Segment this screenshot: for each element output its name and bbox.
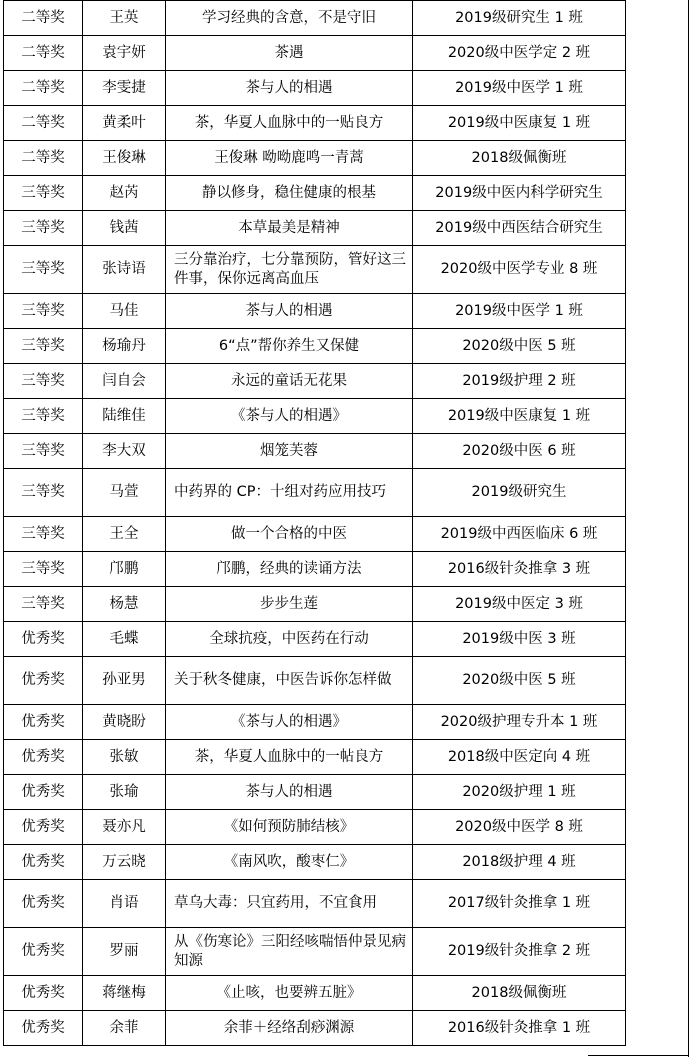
winner-name-cell: 赵芮 xyxy=(83,176,166,211)
award-level-cell: 二等奖 xyxy=(4,106,83,141)
class-cell: 2020级中医 5 班 xyxy=(413,657,626,705)
table-row xyxy=(4,740,626,775)
table-row xyxy=(4,141,626,176)
award-level-cell: 优秀奖 xyxy=(4,976,83,1011)
table-row xyxy=(4,552,626,587)
work-title-cell: 永远的童话无花果 xyxy=(166,364,413,399)
class-cell: 2019级针灸推拿 2 班 xyxy=(413,928,626,976)
award-level-cell: 优秀奖 xyxy=(4,740,83,775)
award-level-cell: 二等奖 xyxy=(4,71,83,106)
work-title-cell: 本草最美是精神 xyxy=(166,211,413,246)
table-row xyxy=(4,1011,626,1046)
award-level-cell: 三等奖 xyxy=(4,587,83,622)
table-row xyxy=(4,845,626,880)
work-title-cell: 静以修身，稳住健康的根基 xyxy=(166,176,413,211)
winner-name-cell: 陆维佳 xyxy=(83,399,166,434)
winner-name-cell: 蒋继梅 xyxy=(83,976,166,1011)
work-title-cell: 烟笼芙蓉 xyxy=(166,434,413,469)
work-title-cell: 三分靠治疗，七分靠预防，管好这三件事，保你远离高血压 xyxy=(166,246,413,294)
work-title-cell: 邝鹏，经典的读诵方法 xyxy=(166,552,413,587)
winner-name-cell: 聂亦凡 xyxy=(83,810,166,845)
table-row xyxy=(4,1,626,36)
class-cell: 2020级中医学专业 8 班 xyxy=(413,246,626,294)
award-level-cell: 优秀奖 xyxy=(4,1011,83,1046)
class-cell: 2019级中医学 1 班 xyxy=(413,294,626,329)
table-row xyxy=(4,587,626,622)
table-row xyxy=(4,246,626,294)
winner-name-cell: 罗丽 xyxy=(83,928,166,976)
table-row xyxy=(4,976,626,1011)
award-level-cell: 优秀奖 xyxy=(4,775,83,810)
class-cell: 2016级针灸推拿 3 班 xyxy=(413,552,626,587)
winner-name-cell: 杨慧 xyxy=(83,587,166,622)
work-title-cell: 茶与人的相遇 xyxy=(166,71,413,106)
award-level-cell: 三等奖 xyxy=(4,517,83,552)
table-row xyxy=(4,434,626,469)
award-level-cell: 三等奖 xyxy=(4,434,83,469)
work-title-cell: 《南风吹，酸枣仁》 xyxy=(166,845,413,880)
class-cell: 2017级针灸推拿 1 班 xyxy=(413,880,626,928)
award-level-cell: 优秀奖 xyxy=(4,622,83,657)
table-row xyxy=(4,657,626,705)
award-level-cell: 三等奖 xyxy=(4,246,83,294)
class-cell: 2019级中医 3 班 xyxy=(413,622,626,657)
table-row xyxy=(4,329,626,364)
class-cell: 2020级护理 1 班 xyxy=(413,775,626,810)
winner-name-cell: 孙亚男 xyxy=(83,657,166,705)
class-cell: 2020级中医 6 班 xyxy=(413,434,626,469)
award-level-cell: 三等奖 xyxy=(4,399,83,434)
table-row xyxy=(4,211,626,246)
class-cell: 2016级针灸推拿 1 班 xyxy=(413,1011,626,1046)
class-cell: 2018级护理 4 班 xyxy=(413,845,626,880)
work-title-cell: 《如何预防肺结核》 xyxy=(166,810,413,845)
winner-name-cell: 李大双 xyxy=(83,434,166,469)
work-title-cell: 步步生莲 xyxy=(166,587,413,622)
work-title-cell: 6“点”帮你养生又保健 xyxy=(166,329,413,364)
table-row xyxy=(4,880,626,928)
class-cell: 2020级中医学 8 班 xyxy=(413,810,626,845)
winner-name-cell: 黄柔叶 xyxy=(83,106,166,141)
class-cell: 2019级中医内科学研究生 xyxy=(413,176,626,211)
award-level-cell: 三等奖 xyxy=(4,329,83,364)
class-cell: 2018级佩衡班 xyxy=(413,141,626,176)
award-level-cell: 优秀奖 xyxy=(4,928,83,976)
winner-name-cell: 李雯捷 xyxy=(83,71,166,106)
winner-name-cell: 王俊琳 xyxy=(83,141,166,176)
class-cell: 2019级中西医结合研究生 xyxy=(413,211,626,246)
work-title-cell: 全球抗疫，中医药在行动 xyxy=(166,622,413,657)
award-level-cell: 优秀奖 xyxy=(4,657,83,705)
outer-right-border xyxy=(688,0,689,1057)
class-cell: 2019级研究生 1 班 xyxy=(413,1,626,36)
work-title-cell: 茶，华夏人血脉中的一贴良方 xyxy=(166,106,413,141)
award-level-cell: 三等奖 xyxy=(4,176,83,211)
work-title-cell: 《茶与人的相遇》 xyxy=(166,705,413,740)
table-row xyxy=(4,928,626,976)
winner-name-cell: 杨瑜丹 xyxy=(83,329,166,364)
award-level-cell: 优秀奖 xyxy=(4,845,83,880)
table-row xyxy=(4,176,626,211)
class-cell: 2020级护理专升本 1 班 xyxy=(413,705,626,740)
work-title-cell: 从《伤寒论》三阳经咳喘悟仲景见病知源 xyxy=(166,928,413,976)
work-title-cell: 《止咳，也要辨五脏》 xyxy=(166,976,413,1011)
work-title-cell: 茶与人的相遇 xyxy=(166,775,413,810)
award-level-cell: 优秀奖 xyxy=(4,705,83,740)
table-row xyxy=(4,294,626,329)
winner-name-cell: 马佳 xyxy=(83,294,166,329)
table-row xyxy=(4,775,626,810)
winner-name-cell: 邝鹏 xyxy=(83,552,166,587)
class-cell: 2019级中医康复 1 班 xyxy=(413,106,626,141)
class-cell: 2019级护理 2 班 xyxy=(413,364,626,399)
table-row xyxy=(4,810,626,845)
award-level-cell: 二等奖 xyxy=(4,1,83,36)
table-row xyxy=(4,106,626,141)
awards-table-body xyxy=(4,1,626,1046)
class-cell: 2019级中西医临床 6 班 xyxy=(413,517,626,552)
table-row xyxy=(4,517,626,552)
class-cell: 2019级中医康复 1 班 xyxy=(413,399,626,434)
winner-name-cell: 万云晓 xyxy=(83,845,166,880)
work-title-cell: 草乌大毒：只宜药用，不宜食用 xyxy=(166,880,413,928)
class-cell: 2018级佩衡班 xyxy=(413,976,626,1011)
winner-name-cell: 张瑜 xyxy=(83,775,166,810)
winner-name-cell: 马萱 xyxy=(83,469,166,517)
class-cell: 2019级中医学 1 班 xyxy=(413,71,626,106)
table-row xyxy=(4,71,626,106)
table-row xyxy=(4,469,626,517)
winner-name-cell: 张诗语 xyxy=(83,246,166,294)
work-title-cell: 余菲＋经络刮痧渊源 xyxy=(166,1011,413,1046)
class-cell: 2019级研究生 xyxy=(413,469,626,517)
winner-name-cell: 袁宇妍 xyxy=(83,36,166,71)
class-cell: 2020级中医学定 2 班 xyxy=(413,36,626,71)
award-level-cell: 三等奖 xyxy=(4,294,83,329)
winner-name-cell: 王英 xyxy=(83,1,166,36)
work-title-cell: 中药界的 CP：十组对药应用技巧 xyxy=(166,469,413,517)
work-title-cell: 王俊琳 呦呦鹿鸣一青蒿 xyxy=(166,141,413,176)
award-level-cell: 三等奖 xyxy=(4,469,83,517)
winner-name-cell: 余菲 xyxy=(83,1011,166,1046)
class-cell: 2020级中医 5 班 xyxy=(413,329,626,364)
class-cell: 2018级中医定向 4 班 xyxy=(413,740,626,775)
winner-name-cell: 肖语 xyxy=(83,880,166,928)
work-title-cell: 茶与人的相遇 xyxy=(166,294,413,329)
winner-name-cell: 王全 xyxy=(83,517,166,552)
winner-name-cell: 钱茜 xyxy=(83,211,166,246)
work-title-cell: 茶，华夏人血脉中的一帖良方 xyxy=(166,740,413,775)
work-title-cell: 学习经典的含意，不是守旧 xyxy=(166,1,413,36)
award-level-cell: 优秀奖 xyxy=(4,880,83,928)
awards-table xyxy=(3,0,626,1046)
award-level-cell: 二等奖 xyxy=(4,36,83,71)
outer-bottom-border xyxy=(588,1055,689,1056)
work-title-cell: 关于秋冬健康，中医告诉你怎样做 xyxy=(166,657,413,705)
class-cell: 2019级中医定 3 班 xyxy=(413,587,626,622)
winner-name-cell: 黄晓盼 xyxy=(83,705,166,740)
table-row xyxy=(4,36,626,71)
award-level-cell: 二等奖 xyxy=(4,141,83,176)
winner-name-cell: 闫自会 xyxy=(83,364,166,399)
table-row xyxy=(4,622,626,657)
work-title-cell: 茶遇 xyxy=(166,36,413,71)
work-title-cell: 《茶与人的相遇》 xyxy=(166,399,413,434)
award-level-cell: 三等奖 xyxy=(4,552,83,587)
award-level-cell: 三等奖 xyxy=(4,364,83,399)
table-row xyxy=(4,705,626,740)
award-level-cell: 三等奖 xyxy=(4,211,83,246)
work-title-cell: 做一个合格的中医 xyxy=(166,517,413,552)
table-row xyxy=(4,399,626,434)
winner-name-cell: 毛蝶 xyxy=(83,622,166,657)
table-row xyxy=(4,364,626,399)
winner-name-cell: 张敏 xyxy=(83,740,166,775)
award-level-cell: 优秀奖 xyxy=(4,810,83,845)
